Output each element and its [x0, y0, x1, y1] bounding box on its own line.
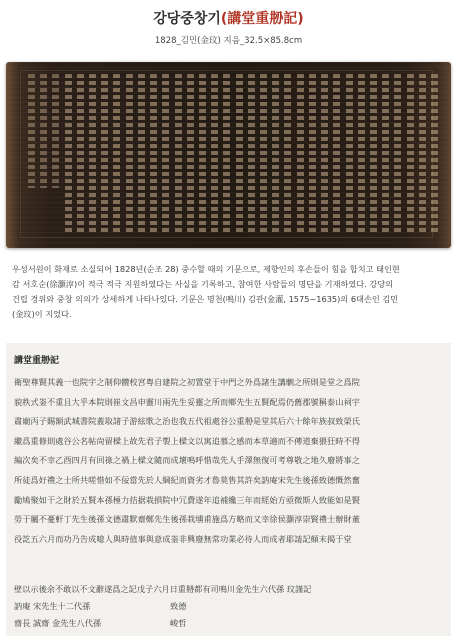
- signature-row: [14, 598, 443, 615]
- closing-line: 壁以示後余不敢以不文辭遂爲之記戊子六月日重刱都有司鳴川金先生六代孫 玟謹記: [14, 584, 312, 594]
- intro-line: 건립 경위와 중창 의의가 상세하게 나타나있다. 기문은 명천(鳴川) 김관(金灌, 1575~1635)의 6대손인 김민: [12, 294, 399, 304]
- transcription-line: 編次矣不幸乙酉四月有回祿之禍上樑文隨而成壞鳴呼惜哉先人手澤無復可考尊敬之地久廢將事之: [14, 455, 360, 466]
- carved-text-column: [223, 74, 230, 234]
- carved-text-column: [150, 74, 157, 234]
- transcription-line: 貌秩式崟不重且大乎本院則崔文昌申靈川兩先生妥靈之所而鄉先生五賢配焉仍舊郡號稱泰山祠宇: [14, 396, 360, 407]
- transcription-line: 勵鳩聚如干之財於五賢本孫極力拮据栽損院中冗費遂年追補纔三年而經始方亟微斯人致能如是賢: [14, 494, 360, 505]
- carved-text-column: [358, 74, 365, 234]
- transcription-line: 勞于屬不憂軒丁先生後孫文德肅默齋鄭先生後孫栽壎甫施爲方略而又幸徐侯灝淳崇賢禮士辦財董: [14, 514, 360, 525]
- carved-text-column: [248, 74, 255, 234]
- transcription-body: [14, 373, 443, 549]
- carved-text-column: [333, 74, 340, 234]
- transcription-line: 役訖五六月而功乃告成噫人與時值事與意成崟非興廢無常功業必待人而成者耶請記顛末揭于堂: [14, 533, 352, 544]
- page-title: [0, 8, 457, 28]
- carved-text-column: [52, 74, 59, 188]
- transcription-line: 肅廟丙子賜額武城書院蓋取諸子游絃歌之治也我五代祖處谷公重刱是堂其后六十餘年族叔致榮氏: [14, 416, 360, 427]
- carved-text-column: [40, 74, 47, 188]
- carved-text-column: [382, 74, 389, 234]
- carved-text-column: [272, 74, 279, 234]
- transcription-line: 衛聖尊賢其義一也院宇之制仰體校宮粤自建院之初置堂于中門之外爲諸生講劘之所則是堂之爲院: [14, 377, 360, 387]
- transcription-panel: [6, 343, 451, 636]
- carved-text-column: [162, 74, 169, 234]
- signature-title: 齋長 誠齋 金先生八代孫: [14, 618, 102, 628]
- signboard-photo: [6, 62, 451, 248]
- signature-row: [14, 615, 443, 632]
- transcription-line: 繼爲重修則處谷公名帖尙留樑上故先君子製上樑文以寓追慕之感而本草適而不傳道棄猥狂時不得: [14, 435, 360, 446]
- carved-text-column: [199, 74, 206, 234]
- carved-text-column: [394, 74, 401, 234]
- title-hanja: (講堂重刱記): [220, 11, 304, 27]
- artifact-caption: 1828_김민(金玟) 지음_32.5×85.8cm: [154, 36, 303, 46]
- carved-text-column: [28, 74, 35, 188]
- carved-text-column: [321, 74, 328, 234]
- carved-text-column: [236, 74, 243, 234]
- carved-text-column: [101, 74, 108, 234]
- carved-text-column: [65, 74, 72, 234]
- carved-text-column: [284, 74, 291, 234]
- intro-line: 우성서원이 화재로 소실되어 1828년(순조 28) 중수할 때의 기문으로, 제향인의 후손들이 힘을 합치고 태인현: [12, 264, 400, 274]
- carved-text-column: [113, 74, 120, 234]
- intro-paragraph: [12, 262, 445, 322]
- signature-name: 致德: [170, 601, 187, 611]
- carved-text-column: [346, 74, 353, 234]
- carved-text-column: [187, 74, 194, 234]
- transcription-footer: [14, 581, 443, 632]
- signature-name: 峻哲: [170, 618, 187, 628]
- carved-text-column: [297, 74, 304, 234]
- transcription-heading: 講堂重刱記: [14, 356, 60, 366]
- carved-text-column: [419, 74, 426, 234]
- carved-text-column: [126, 74, 133, 234]
- carved-text-column: [77, 74, 84, 234]
- carved-text-column: [260, 74, 267, 234]
- carved-text-column: [370, 74, 377, 234]
- signature-title: 訥庵 宋先生十二代孫: [14, 601, 91, 611]
- carved-text-column: [309, 74, 316, 234]
- title-korean: 강당중창기: [153, 11, 221, 27]
- carved-text-column: [211, 74, 218, 234]
- carved-text-column: [175, 74, 182, 234]
- carved-text-column: [89, 74, 96, 234]
- intro-line: (金玟)이 지었다.: [12, 309, 72, 319]
- intro-line: 감 서호순(徐灝淳)이 적극 적극 지원하였다는 사실을 기록하고, 참여한 사람들의 명단을 기재하였다. 강당의: [12, 279, 394, 289]
- transcription-line: 所徒爲好禮之士所共嗟惜如不佞當先於人綱紀而資劣才魯莫售其許矣訥庵宋先生後孫致德慨然奮: [14, 474, 360, 485]
- carved-text-column: [138, 74, 145, 234]
- carved-text-column: [431, 74, 438, 234]
- carved-text-column: [407, 74, 414, 234]
